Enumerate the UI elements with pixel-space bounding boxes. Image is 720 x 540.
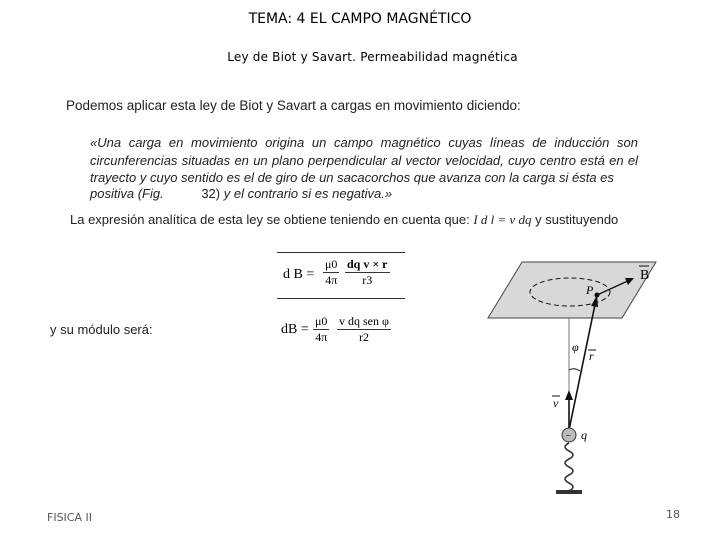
formula-modulus-lhs: dB =	[281, 322, 309, 337]
expression-text: La expresión analítica de esta ley se obtiene teniendo en cuenta que:	[70, 212, 470, 227]
quote-end	[90, 186, 392, 201]
formula-modulus	[277, 312, 412, 352]
formula-modulus-coef	[313, 314, 329, 345]
formula-vector-num: dq v × r	[347, 257, 388, 271]
page-title: TEMA: 4 EL CAMPO MAGNÉTICO	[248, 11, 472, 27]
v-vector-arrow	[565, 390, 573, 400]
formula-modulus-den: r2	[337, 329, 391, 345]
quote-end-a: positiva (Fig.	[90, 186, 164, 201]
biot-savart-figure	[470, 250, 670, 500]
formula-vector	[277, 252, 405, 299]
expression-tail: y sustituyendo	[535, 212, 619, 227]
formula-vector-coef-den: 4π	[323, 272, 339, 288]
label-phi: φ	[572, 340, 579, 354]
formula-vector-den: r3	[345, 272, 390, 288]
label-minus: −	[565, 431, 572, 442]
phi-arc	[569, 369, 580, 371]
formula-modulus-coef-num: μ0	[315, 314, 328, 328]
label-B: B	[640, 268, 650, 283]
label-r: r	[589, 349, 594, 363]
label-P: P	[586, 283, 594, 297]
perpendicular-plane	[488, 262, 656, 318]
page-number: 18	[666, 508, 680, 521]
formula-vector-coef	[323, 257, 339, 288]
label-q: q	[581, 428, 587, 442]
quote-text: «Una carga en movimiento origina un campo magnético cuyas líneas de inducción son circunferencias situadas en un plano perpendicular al vector velocidad, cuyo centro está en el trayecto y cuyo sentido es el de giro de un sacacorchos que avanza con la carga si ésta es	[90, 135, 638, 185]
formula-modulus-num: v dq sen φ	[339, 314, 389, 328]
quote-end-b: y el contrario si es negativa.»	[220, 186, 393, 201]
expression-math: I d l = v dq	[473, 212, 532, 227]
formula-vector-fraction	[345, 257, 390, 288]
corkscrew-spring	[565, 443, 573, 491]
formula-modulus-coef-den: 4π	[313, 329, 329, 345]
figure-reference: 32)	[201, 186, 221, 201]
formula-modulus-fraction	[337, 314, 391, 345]
formula-vector-lhs: d B =	[283, 267, 315, 282]
formula-vector-coef-num: μ0	[325, 257, 338, 271]
modulus-label: y su módulo será:	[50, 322, 153, 337]
intro-text: Podemos aplicar esta ley de Biot y Savart a cargas en movimiento diciendo:	[66, 98, 521, 113]
corkscrew-base	[556, 490, 582, 494]
expression-line	[70, 212, 618, 228]
footer-course: FISICA II	[47, 511, 92, 524]
page-subtitle: Ley de Biot y Savart. Permeabilidad magnética	[227, 50, 518, 64]
point-P	[595, 293, 600, 298]
label-v: v	[553, 396, 559, 410]
